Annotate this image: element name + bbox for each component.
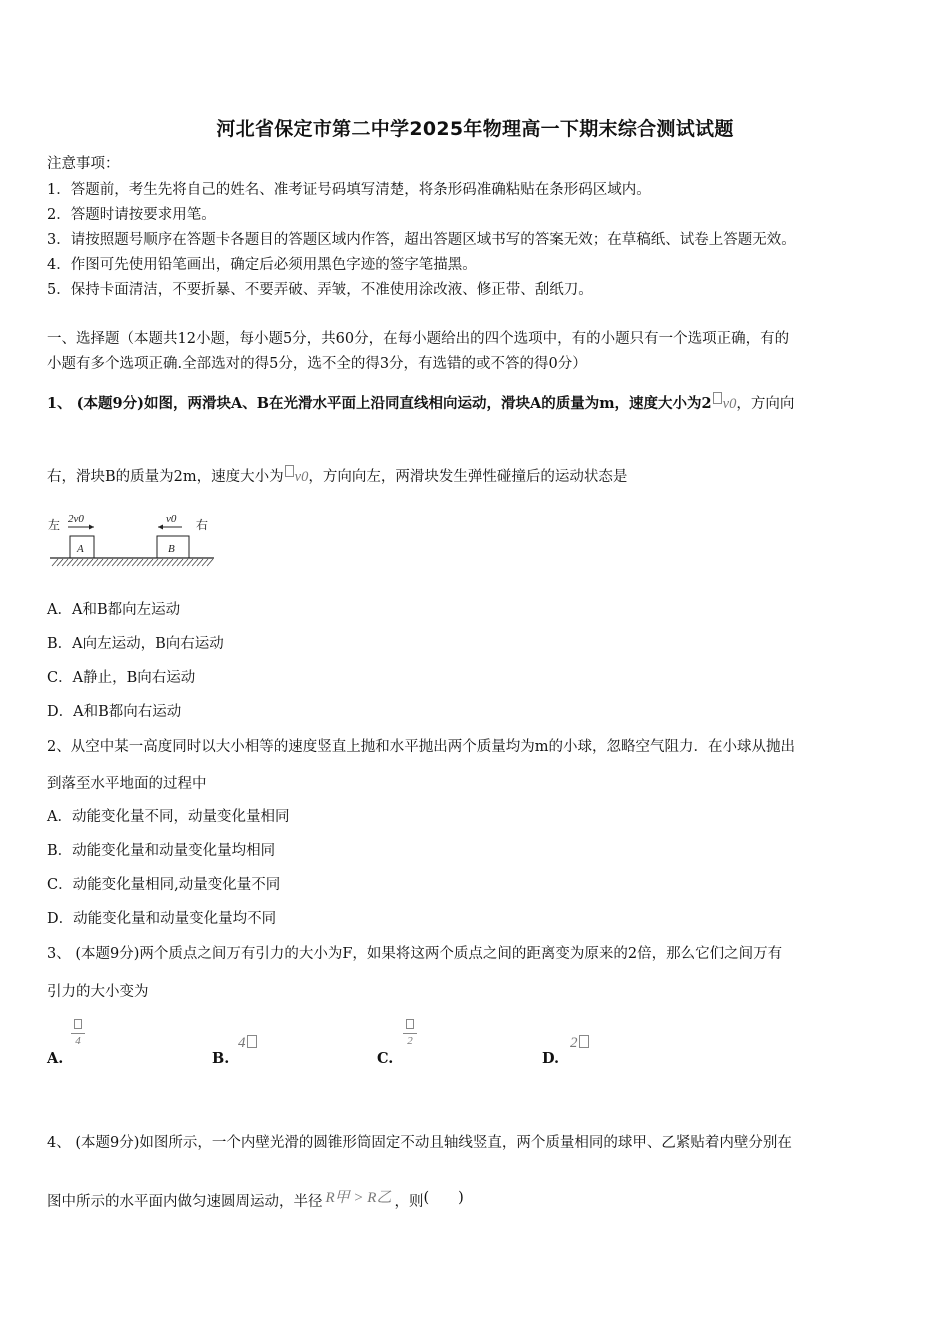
q2-line1: 2、从空中某一高度同时以大小相等的速度竖直上抛和水平抛出两个质量均为m的小球，忽略空气阻力．在小球从抛出 [47, 739, 795, 755]
page-title: 河北省保定市第二中学2025年物理高一下期末综合测试试题 [216, 118, 734, 140]
collision-figure [46, 508, 218, 572]
figure-left-label: 左 [48, 518, 61, 532]
q3-line1: 3、 (本题9分)两个质点之间万有引力的大小为F，如果将这两个质点之间的距离变为原来的2倍，那么它们之间万有 [47, 946, 783, 962]
placeholder-icon [74, 1019, 82, 1029]
placeholder-icon [406, 1019, 414, 1029]
q3-option-d-expr [570, 1035, 589, 1052]
q4-line1: 4、 (本题9分)如图所示，一个内壁光滑的圆锥形筒固定不动且轴线竖直，两个质量相同的球甲、乙紧贴着内壁分别在 [47, 1135, 792, 1151]
q3-option-a-denominator: 4 [75, 1035, 81, 1047]
q1-line1-text-b: ，方向向 [736, 396, 795, 412]
v0-symbol: v0 [294, 469, 309, 485]
notice-item-3: 3．请按照题号顺序在答题卡各题目的答题区域内作答，超出答题区域书写的答案无效；在草稿纸、试卷上答题无效。 [47, 232, 796, 248]
notice-item-1: 1．答题前，考生先将自己的姓名、准考证号码填写清楚，将条形码准确粘贴在条形码区域内。 [47, 182, 651, 198]
section1-line2: 小题有多个选项正确.全部选对的得5分，选不全的得3分，有选错的或不答的得0分） [47, 356, 587, 372]
placeholder-icon [713, 392, 722, 404]
v0-symbol: v0 [722, 396, 737, 412]
b-arrow-head-icon [158, 525, 163, 530]
q3-option-d-coefficient: 2 [570, 1035, 578, 1051]
q3-option-c-denominator: 2 [407, 1035, 413, 1047]
radius-r1: R甲 [325, 1190, 350, 1206]
notice-heading: 注意事项： [47, 156, 120, 172]
figure-b-speed: v0 [166, 513, 177, 525]
q3-option-b-label: B. [212, 1050, 230, 1067]
q2-option-b: B．动能变化量和动量变化量均相同 [47, 843, 276, 859]
placeholder-icon [247, 1035, 257, 1048]
q3-option-b-expr [238, 1035, 257, 1052]
q3-option-a-label: A. [47, 1050, 64, 1067]
q1-option-c: C．A静止，B向右运动 [47, 670, 196, 686]
q3-option-c-label: C. [377, 1050, 394, 1067]
q3-option-d-label: D. [542, 1050, 560, 1067]
notice-item-2: 2．答题时请按要求用笔。 [47, 207, 216, 223]
radius-comparison [326, 1190, 392, 1206]
a-arrow-head-icon [89, 525, 94, 530]
q3-option-b-coefficient: 4 [238, 1035, 246, 1051]
q1-option-b: B．A向左运动，B向右运动 [47, 636, 224, 652]
notice-item-4: 4．作图可先使用铅笔画出，确定后必须用黑色字迹的签字笔描黑。 [47, 257, 477, 273]
notice-item-5: 5．保持卡面清洁，不要折暴、不要弄破、弄皱，不准使用涂改液、修正带、刮纸刀。 [47, 282, 593, 298]
q3-option-a-fraction [71, 1019, 85, 1047]
q3-option-c-fraction [403, 1019, 417, 1047]
q2-line2: 到落至水平地面的过程中 [47, 776, 207, 792]
q3-line2: 引力的大小变为 [47, 984, 149, 1000]
q2-option-d: D．动能变化量和动量变化量均不同 [47, 911, 277, 927]
figure-right-label: 右 [196, 518, 209, 532]
q1-line2 [47, 465, 627, 486]
q2-option-a: A．动能变化量不同，动量变化量相同 [47, 809, 290, 825]
q4-line2 [47, 1186, 464, 1211]
section1-line1: 一、选择题（本题共12小题，每小题5分，共60分，在每小题给出的四个选项中，有的小题只有一个选项正确，有的 [47, 331, 790, 347]
greater-than-sign: > [353, 1190, 364, 1206]
q4-line2-text-a: 图中所示的水平面内做匀速圆周运动，半径 [47, 1194, 323, 1210]
block-a-label: A [77, 543, 84, 555]
q2-option-c: C．动能变化量相同,动量变化量不同 [47, 877, 281, 893]
placeholder-icon [285, 465, 294, 477]
q1-line2-text-b: ，方向向左，两滑块发生弹性碰撞后的运动状态是 [308, 469, 628, 485]
answer-paren: ( ) [423, 1190, 464, 1206]
ground-hatching [52, 559, 213, 566]
q1-line1 [47, 392, 794, 413]
figure-a-speed: 2v0 [68, 513, 84, 525]
q1-line2-text-a: 右，滑块B的质量为2m，速度大小为 [47, 469, 284, 485]
q4-line2-text-b: ，则 [394, 1194, 424, 1210]
block-b-label: B [168, 543, 175, 555]
q1-option-d: D．A和B都向右运动 [47, 704, 182, 720]
q1-line1-text-a: 1、 (本题9分)如图，两滑块A、B在光滑水平面上沿同直线相向运动，滑块A的质量为m，速度大小为2 [47, 395, 712, 412]
radius-r2: R乙 [367, 1190, 392, 1206]
q1-option-a: A．A和B都向左运动 [47, 602, 181, 618]
placeholder-icon [579, 1035, 589, 1048]
